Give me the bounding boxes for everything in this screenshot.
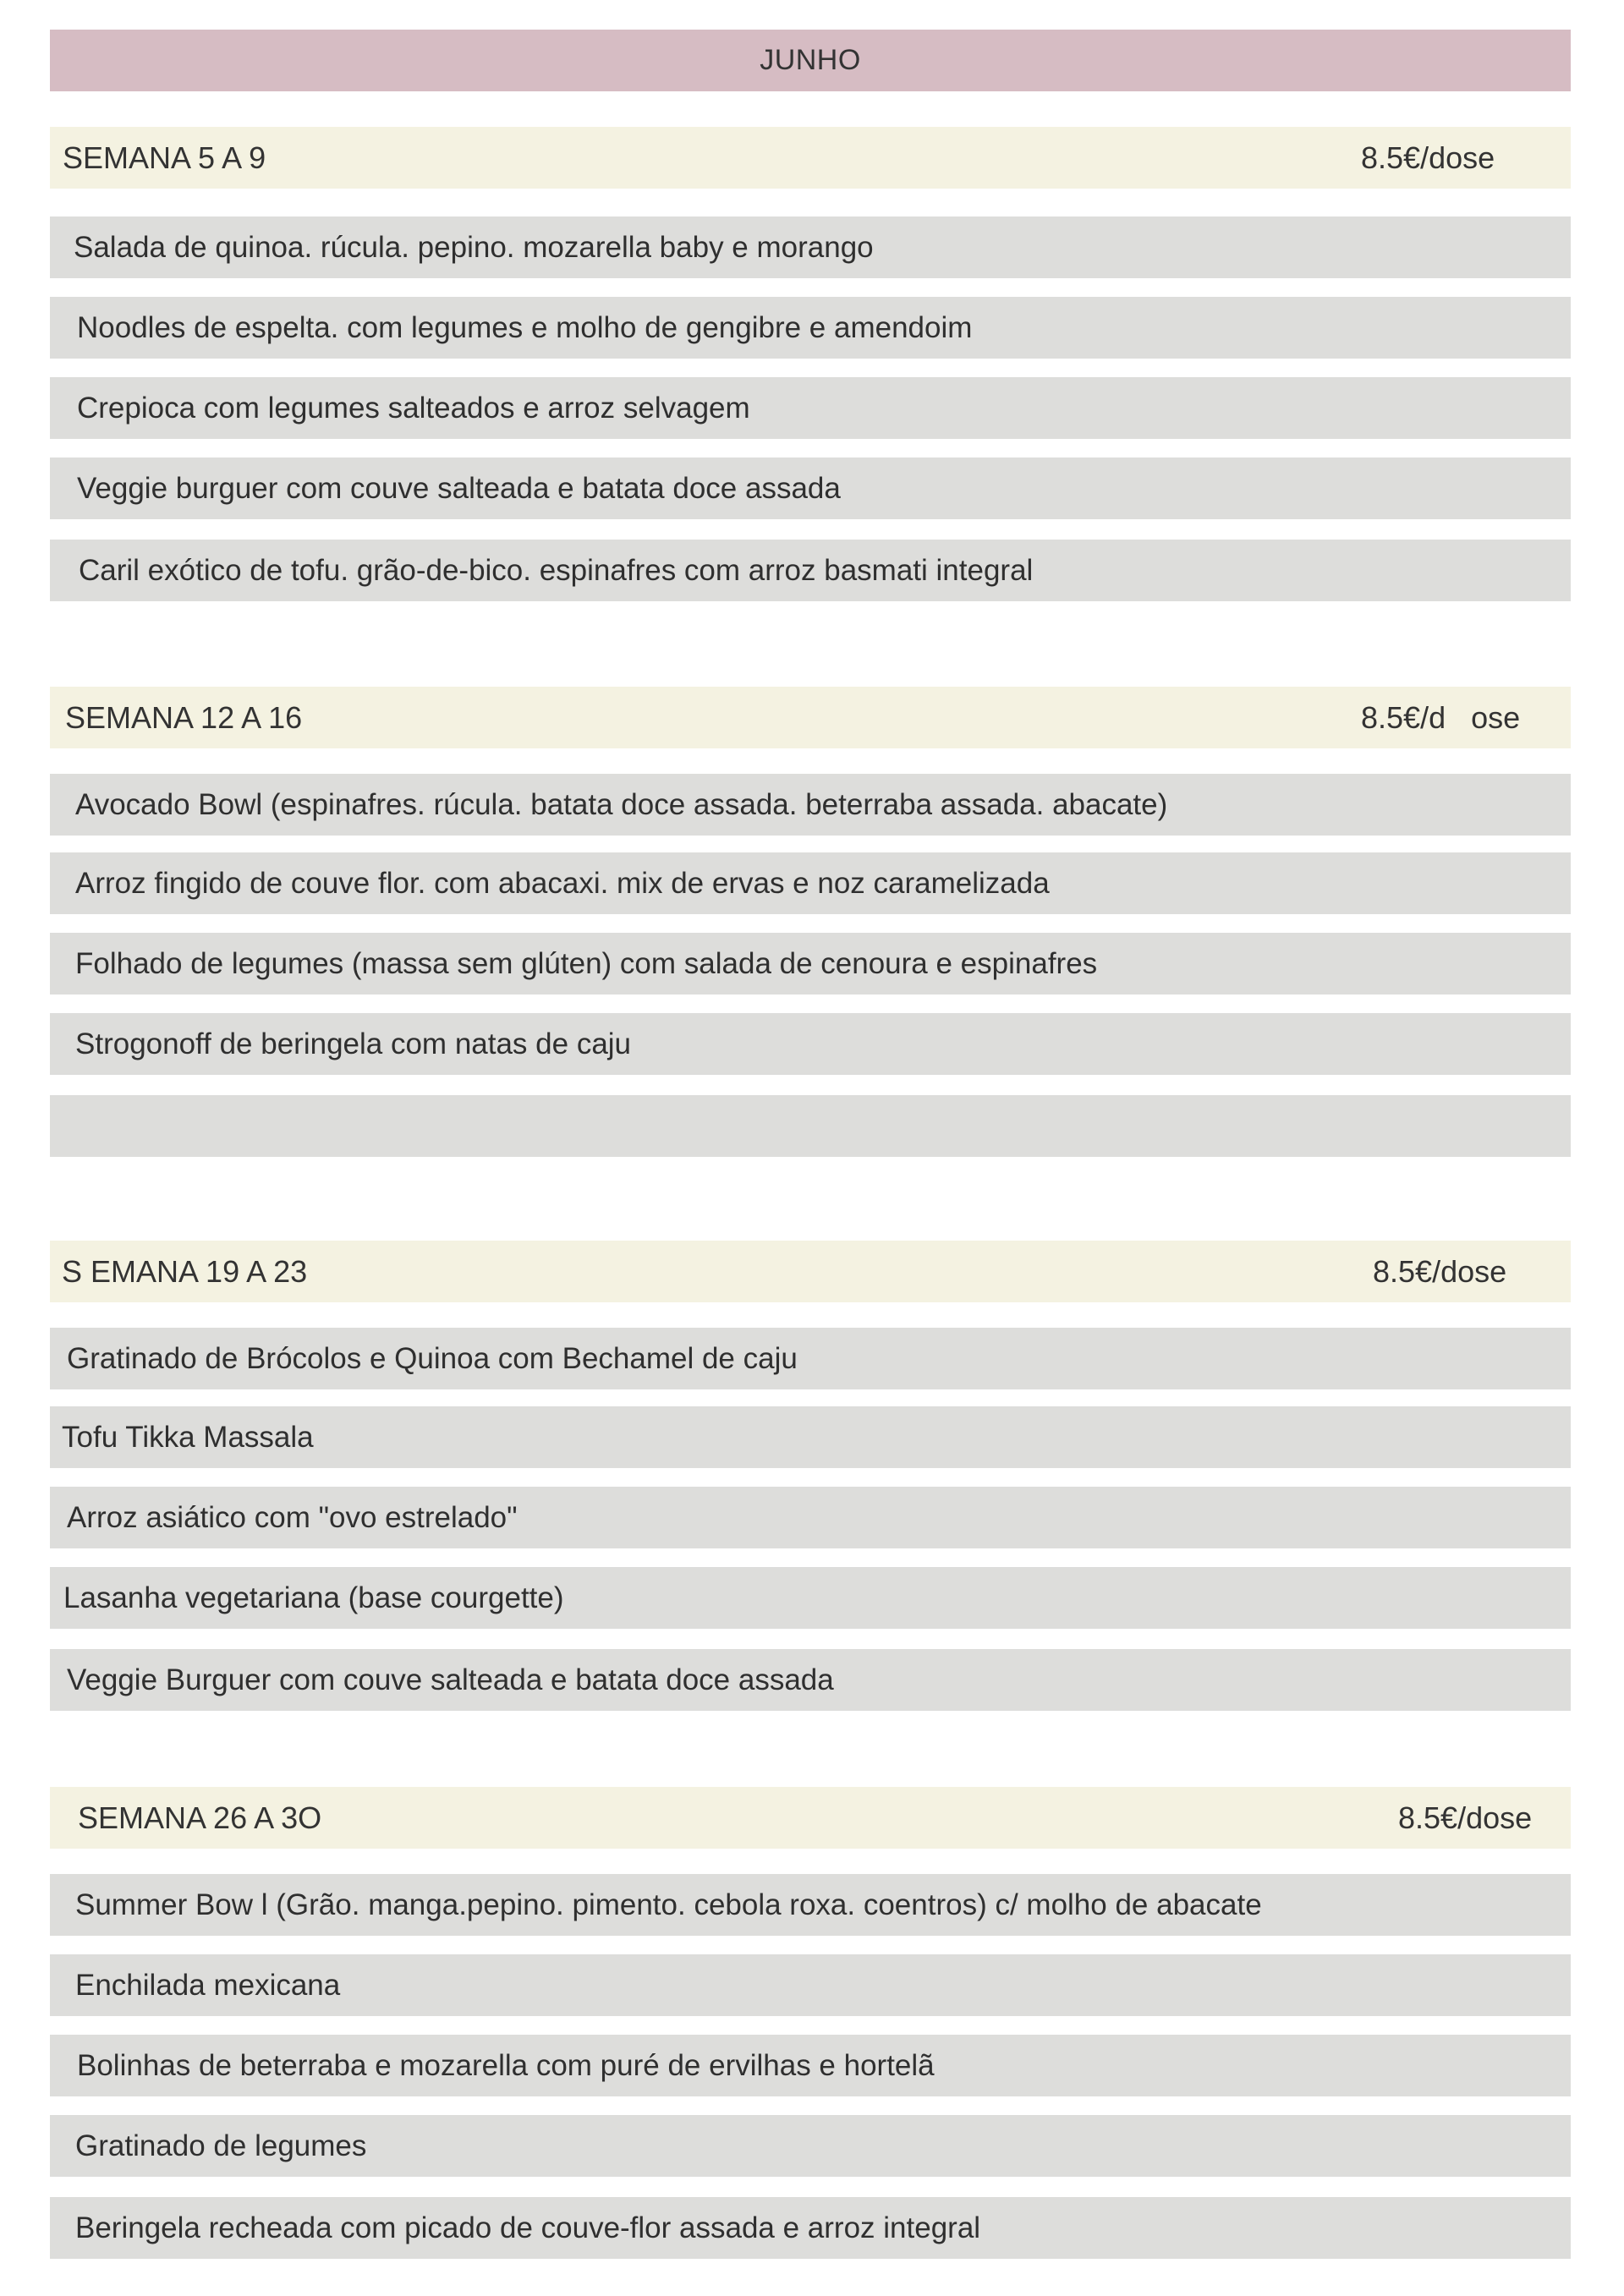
week-title: SEMANA 5 A 9 xyxy=(63,140,266,175)
week-price: 8.5€/dose xyxy=(1361,140,1495,175)
week-section xyxy=(50,687,1571,1157)
menu-item-text: Lasanha vegetariana (base courgette) xyxy=(63,1581,564,1614)
menu-item-text: Beringela recheada com picado de couve-flor assada e arroz integral xyxy=(75,2211,981,2244)
menu-item xyxy=(50,1487,1571,1548)
menu-item xyxy=(50,774,1571,836)
menu-item-text: Veggie burguer com couve salteada e batata doce assada xyxy=(77,471,841,505)
menu-item-text: Tofu Tikka Massala xyxy=(62,1420,314,1454)
menu-item-text: Bolinhas de beterraba e mozarella com puré de ervilhas e hortelã xyxy=(77,2048,935,2082)
menu-item-text: Salada de quinoa. rúcula. pepino. mozarella baby e morango xyxy=(74,230,874,264)
week-title: SEMANA 26 A 3O xyxy=(78,1800,322,1835)
week-price: 8.5€/dose xyxy=(1373,1253,1507,1289)
menu-item xyxy=(50,852,1571,914)
menu-item-text: Folhado de legumes (massa sem glúten) com salada de cenoura e espinafres xyxy=(75,946,1098,980)
menu-item xyxy=(50,216,1571,278)
menu-item-text: Crepioca com legumes salteados e arroz selvagem xyxy=(77,391,750,425)
menu-item xyxy=(50,1406,1571,1468)
week-header xyxy=(50,127,1571,189)
month-banner xyxy=(50,30,1571,91)
week-header xyxy=(50,687,1571,748)
menu-item-text: Gratinado de Brócolos e Quinoa com Bechamel de caju xyxy=(67,1341,798,1375)
week-title: S EMANA 19 A 23 xyxy=(62,1253,308,1289)
menu-item-text: Avocado Bowl (espinafres. rúcula. batata doce assada. beterraba assada. abacate) xyxy=(75,787,1168,821)
menu-item xyxy=(50,2035,1571,2096)
menu-item xyxy=(50,1095,1571,1157)
menu-item-text: Arroz asiático com "ovo estrelado" xyxy=(67,1500,518,1534)
week-price: 8.5€/dose xyxy=(1398,1800,1533,1835)
week-section xyxy=(50,127,1571,601)
week-header xyxy=(50,1241,1571,1302)
menu-item xyxy=(50,377,1571,439)
menu-page xyxy=(50,30,1571,2259)
month-title: JUNHO xyxy=(760,44,861,76)
menu-item xyxy=(50,297,1571,359)
week-section xyxy=(50,1787,1571,2259)
menu-item xyxy=(50,1013,1571,1075)
menu-item-text: Strogonoff de beringela com natas de caju xyxy=(75,1027,632,1060)
menu-item-text: Caril exótico de tofu. grão-de-bico. espinafres com arroz basmati integral xyxy=(79,553,1034,587)
menu-item xyxy=(50,2115,1571,2177)
menu-item xyxy=(50,1328,1571,1389)
menu-item xyxy=(50,1954,1571,2016)
menu-item xyxy=(50,1649,1571,1711)
week-header xyxy=(50,1787,1571,1849)
week-title: SEMANA 12 A 16 xyxy=(65,699,303,735)
menu-item xyxy=(50,1567,1571,1629)
menu-item xyxy=(50,2197,1571,2259)
menu-item-text: Gratinado de legumes xyxy=(75,2129,367,2162)
week-price: 8.5€/d ose xyxy=(1361,699,1521,735)
menu-item xyxy=(50,933,1571,995)
menu-item-text: Enchilada mexicana xyxy=(75,1968,341,2002)
menu-item-text: Arroz fingido de couve flor. com abacaxi. mix de ervas e noz caramelizada xyxy=(75,866,1050,900)
menu-item xyxy=(50,1874,1571,1936)
menu-item-text: Summer Bow l (Grão. manga.pepino. pimento. cebola roxa. coentros) c/ molho de abacate xyxy=(75,1888,1262,1921)
week-section xyxy=(50,1241,1571,1711)
menu-item xyxy=(50,458,1571,519)
menu-item xyxy=(50,540,1571,601)
menu-item-text: Noodles de espelta. com legumes e molho de gengibre e amendoim xyxy=(77,310,973,344)
menu-item-text: Veggie Burguer com couve salteada e batata doce assada xyxy=(67,1663,834,1696)
